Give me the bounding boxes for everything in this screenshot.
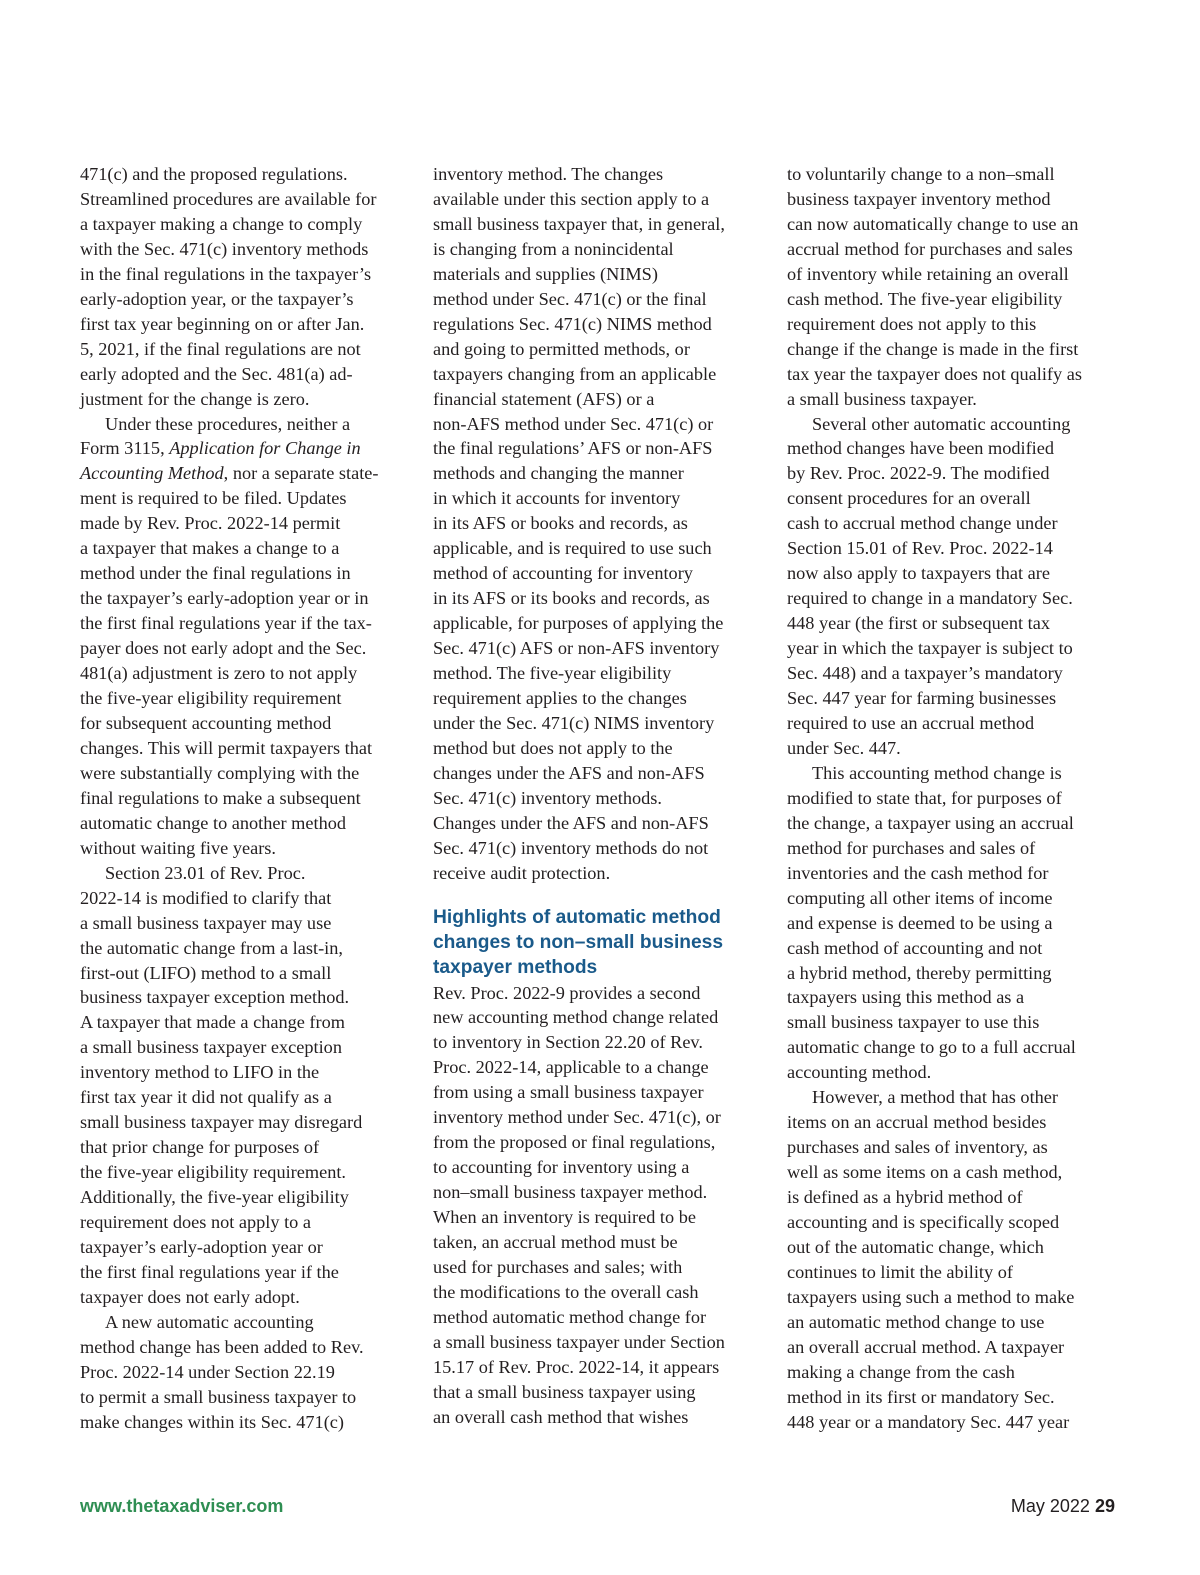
body-paragraph <box>80 412 420 861</box>
body-paragraph: This accounting method change is modified to state that, for purposes of the change, a taxpayer using an accrual method for purchases and sales of inventories and the cash method for computing all other items of income and expense is deemed to be using a cash method of accounting and not a hybrid method, thereby permitting taxpayers using this method as a small business taxpayer to use this automatic change to go to a full accrual accounting method. <box>787 762 1076 1083</box>
body-paragraph: inventory method. The changes available under this section apply to a small business taxpayer that, in general, is changing from a nonincidental materials and supplies (NIMS) method under Sec. 471(c) or the final regulations Sec. 471(c) NIMS method and going to permitted methods, or taxpayers changing from an applicable financial statement (AFS) or a non-AFS method under Sec. 471(c) or the final regulations’ AFS or non-AFS methods and changing the manner in which it accounts for inventory in its AFS or books and records, as applicable, and is required to use such method of accounting for inventory in its AFS or its books and records, as applicable, for purposes of applying the Sec. 471(c) AFS or non-AFS inventory method. The five-year eligibility requirement applies to the changes under the Sec. 471(c) NIMS inventory method but does not apply to the changes under the AFS and non-AFS Sec. 471(c) inventory methods. Changes under the AFS and non-AFS Sec. 471(c) inventory methods do not receive audit protection. <box>433 164 725 883</box>
body-paragraph: to voluntarily change to a non–small business taxpayer inventory method can now automatically change to use an accrual method for purchases and sales of inventory while retaining an overall cash method. The five-year eligibility requirement does not apply to this change if the change is made in the first tax year the taxpayer does not qualify as a small business taxpayer. <box>787 164 1082 409</box>
paragraph-text: , nor a separate state- ment is required to be filed. Updates made by Rev. Proc. 2022-14 permit a taxpayer that makes a change to a method under the final regulations in the taxpayer’s early-adoption year or in the first final regulations year if the tax- payer does not early adopt and the Sec. 481(a) adjustment is zero to not apply the five-year eligibility requirement for subsequent accounting method changes. This will permit taxpayers that were substantially complying with the final regulations to make a subsequent automatic change to another method without waiting five years. <box>80 463 379 858</box>
footer-website-link[interactable]: www.thetaxadviser.com <box>80 1496 284 1516</box>
body-paragraph: Several other automatic accounting method changes have been modified by Rev. Proc. 2022-9. The modified consent procedures for an overall cash to accrual method change under Section 15.01 of Rev. Proc. 2022-14 now also apply to taxpayers that are required to change in a mandatory Sec. 448 year (the first or subsequent tax year in which the taxpayer is subject to Sec. 448) and a taxpayer’s mandatory Sec. 447 year for farming businesses required to use an accrual method under Sec. 447. <box>787 413 1073 758</box>
section-heading: Highlights of automatic method changes to non–small business taxpayer methods <box>433 906 724 978</box>
body-paragraph: Rev. Proc. 2022-9 provides a second new accounting method change related to inventory in Section 22.20 of Rev. Proc. 2022-14, applicable to a change from using a small business taxpayer inventory method under Sec. 471(c), or from the proposed or final regulations, to accounting for inventory using a non–small business taxpayer method. When an inventory is required to be taken, an accrual method must be used for purchases and sales; with the modifications to the overall cash method automatic method change for a small business taxpayer under Section 15.17 of Rev. Proc. 2022-14, it appears that a small business taxpayer using an overall cash method that wishes <box>433 982 725 1427</box>
footer-issue-info <box>1011 1494 1115 1518</box>
paragraph-text: Under these procedures, neither a Form 3115, <box>80 413 351 459</box>
form-title-italic: Application for Change in Accounting Method <box>80 438 361 484</box>
body-paragraph: However, a method that has other items on an accrual method besides purchases and sales of inventory, as well as some items on a cash method, is defined as a hybrid method of accounting and is specifically scoped out of the automatic change, which continues to limit the ability of taxpayers using such a method to make an automatic method change to use an overall accrual method. A taxpayer making a change from the cash method in its first or mandatory Sec. 448 year or a mandatory Sec. 447 year <box>787 1087 1075 1432</box>
column-3 <box>787 162 1127 1435</box>
body-paragraph: A new automatic accounting method change has been added to Rev. Proc. 2022-14 under Section 22.19 to permit a small business taxpayer to make changes within its Sec. 471(c) <box>80 1311 364 1432</box>
column-1 <box>80 162 420 1435</box>
body-paragraph: 471(c) and the proposed regulations. Streamlined procedures are available for a taxpayer making a change to comply with the Sec. 471(c) inventory methods in the final regulations in the taxpayer’s early-adoption year, or the taxpayer’s first tax year beginning on or after Jan. 5, 2021, if the final regulations are not early adopted and the Sec. 481(a) ad- justment for the change is zero. <box>80 164 377 409</box>
column-2 <box>433 162 773 1430</box>
issue-date: May 2022 <box>1010 1496 1090 1516</box>
page-number: 29 <box>1094 1496 1115 1516</box>
body-paragraph: Section 23.01 of Rev. Proc. 2022-14 is modified to clarify that a small business taxpayer may use the automatic change from a last-in, first-out (LIFO) method to a small business taxpayer exception method. A taxpayer that made a change from a small business taxpayer exception inventory method to LIFO in the first tax year it did not qualify as a small business taxpayer may disregard that prior change for purposes of the five-year eligibility requirement. Additionally, the five-year eligibility requirement does not apply to a taxpayer’s early-adoption year or the first final regulations year if the taxpayer does not early adopt. <box>80 862 363 1307</box>
